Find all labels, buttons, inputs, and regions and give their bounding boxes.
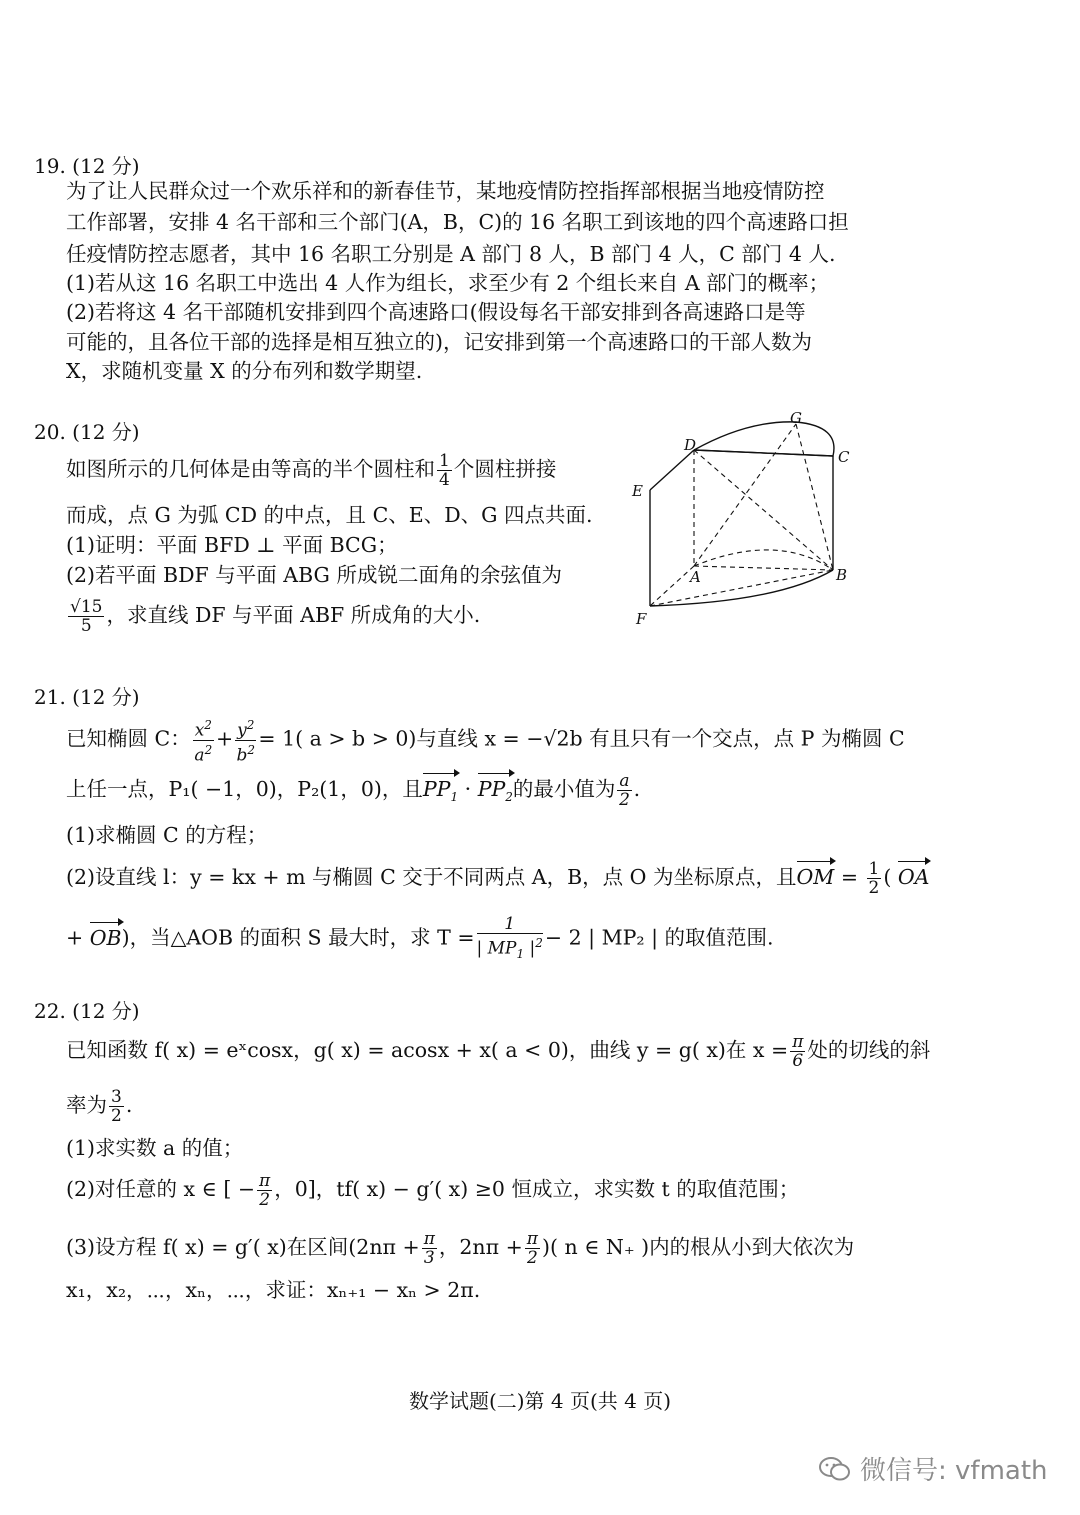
watermark [818, 1450, 1048, 1487]
text-line: 为了让人民群众过一个欢乐祥和的新春佳节，某地疫情防控指挥部根据当地疫情防控 [66, 179, 825, 203]
text-line [66, 1172, 799, 1209]
text-line: 可能的，且各位干部的选择是相互独立的)，记安排到第一个高速路口的干部人数为 [66, 330, 812, 354]
text-segment: (2)设直线 l：y = kx + m 与椭圆 C 交于不同两点 A，B，点 O 为坐标原点，且 [66, 865, 797, 889]
text-line: (1)求椭圆 C 的方程； [66, 823, 268, 847]
text-line: (2)若将这 4 名干部随机安排到四个高速路口(假设每名干部安排到各高速路口是等 [66, 300, 806, 324]
text-line: 任疫情防控志愿者，其中 16 名职工分别是 A 部门 8 人，B 部门 4 人，C 部门 4 人. [66, 242, 836, 266]
vector-PP1: $PP_1$ [423, 774, 458, 812]
geometry-figure [628, 412, 858, 632]
fraction-pi-2: $\frac{\pi}{2}$ [526, 1229, 538, 1268]
vector-PP2: $PP_2$ [478, 774, 513, 812]
fraction [437, 452, 452, 489]
text-segment: (2)对任意的 x ∈ [ − [66, 1177, 256, 1201]
text-line: 率为 $\frac{3}{2}$ . [66, 1087, 133, 1126]
text-line [66, 598, 480, 635]
text-line: 已知椭圆 C： $\frac{x^2}{a^2}$ + $\frac{y^2}{b^2}$ = 1( a > b > 0)与直线 x = −√2b 有且只有一个交点，点 P 为椭圆 C [66, 718, 905, 766]
text-line: (1)求实数 a 的值； [66, 1136, 244, 1160]
text-segment: 如图所示的几何体是由等高的半个圆柱和 [66, 457, 435, 481]
label-F: F [636, 610, 647, 628]
text-segment: )( n ∈ N₊ )内的根从小到大依次为 [541, 1235, 855, 1259]
fraction-pi-3: $\frac{\pi}{3}$ [423, 1229, 435, 1268]
text-segment: 已知函数 f( x) = eˣcosx，g( x) = acosx + x( a < 0)，曲线 y = g( x)在 x = [66, 1038, 789, 1062]
text-segment: 个圆柱拼接 [453, 457, 557, 481]
vector-OB: OB [90, 923, 122, 953]
text-segment: 已知椭圆 C： [66, 726, 191, 751]
page-footer: 数学试题(二)第 4 页(共 4 页) [408, 1389, 672, 1413]
text-segment: ，求直线 DF 与平面 ABF 所成角的大小. [106, 603, 481, 627]
text-segment: ，2nπ + [438, 1235, 523, 1259]
text-segment: (3)设方程 f( x) = g′( x)在区间(2nπ + [66, 1235, 420, 1259]
question-number: 19. (12 分) [34, 154, 140, 178]
text-line: (2)若平面 BDF 与平面 ABG 所成锐二面角的余弦值为 [66, 563, 562, 587]
fraction-3-2: $\frac{3}{2}$ [111, 1087, 122, 1126]
fraction-numerator: 1 [439, 451, 450, 471]
text-line: 而成，点 G 为弧 CD 的中点，且 C、E、D、G 四点共面. [66, 503, 593, 527]
wechat-icon [818, 1455, 852, 1483]
text-line [66, 1033, 930, 1070]
question-number: 20. (12 分) [34, 420, 140, 444]
fraction-denominator: 5 [80, 616, 92, 636]
watermark-text: 微信号: vfmath [860, 1456, 1048, 1486]
label-C: C [838, 448, 850, 466]
fraction-numerator: √15 [70, 597, 103, 617]
fraction-1-2: $\frac{1}{2}$ [868, 859, 880, 898]
text-segment: 率为 [66, 1093, 107, 1117]
text-segment: 上任一点，P₁( −1，0)，P₂(1，0)，且 [66, 777, 423, 801]
text-line: 工作部署，安排 4 名干部和三个部门(A，B，C)的 16 名职工到该地的四个高速路口担 [66, 210, 849, 234]
text-line: (1)证明：平面 BFD ⊥ 平面 BCG； [66, 533, 398, 557]
text-line: 上任一点，P₁( −1，0)，P₂(1，0)，且$PP_1 \cdot PP_2$的最小值为 $\frac{a}{2}$ . [66, 772, 640, 812]
label-D: D [684, 436, 697, 454]
text-line: (2)设直线 l：y = kx + m 与椭圆 C 交于不同两点 A，B，点 O 为坐标原点，且OM = $\frac{1}{2}$ ( OA [66, 859, 930, 898]
text-line: x₁，x₂，⋯，xₙ，⋯，求证：xₙ₊₁ − xₙ > 2π. [66, 1278, 481, 1302]
fraction-denominator: 4 [439, 470, 450, 490]
text-line: + OB)，当△AOB 的面积 S 最大时，求 T = $\frac{1}{| MP_1 |^2}$ − 2 | MP₂ | 的取值范围. [66, 914, 774, 962]
fraction-x2-a2: $\frac{x^2}{a^2}$ [194, 718, 213, 766]
text-segment: = 1( a > b > 0)与直线 x = −√2b 有且只有一个交点，点 P 为椭圆 C [258, 726, 905, 751]
text-segment: ，0]，tf( x) − g′( x) ≥0 恒成立，求实数 t 的取值范围； [274, 1177, 800, 1201]
fraction-a-2: $\frac{a}{2}$ [619, 771, 630, 810]
text-segment: ，当△AOB 的面积 S 最大时，求 T = [129, 925, 475, 950]
label-E: E [632, 482, 643, 500]
fraction-1-MP1: $\frac{1}{| MP_1 |^2}$ [476, 914, 543, 962]
fraction [68, 598, 104, 635]
fraction-pi-6: $\frac{\pi}{6}$ [792, 1032, 804, 1071]
text-line [66, 1230, 854, 1267]
text-segment: 处的切线的斜 [807, 1038, 931, 1062]
fraction-y2-b2: $\frac{y^2}{b^2}$ [236, 718, 256, 766]
text-segment: 的最小值为 [512, 777, 616, 801]
label-B: B [836, 566, 848, 584]
question-number: 21. (12 分) [34, 685, 140, 709]
vector-OM: OM [797, 862, 835, 892]
text-line: X，求随机变量 X 的分布列和数学期望. [66, 359, 423, 383]
text-line [66, 452, 556, 489]
question-number: 22. (12 分) [34, 999, 140, 1023]
vector-OA: OA [898, 862, 930, 892]
fraction-pi-2: $\frac{\pi}{2}$ [259, 1171, 271, 1210]
label-G: G [790, 412, 802, 427]
text-segment: − 2 | MP₂ | 的取值范围. [544, 925, 774, 950]
label-A: A [690, 568, 701, 586]
text-line: (1)若从这 16 名职工中选出 4 人作为组长，求至少有 2 个组长来自 A 部门的概率； [66, 271, 830, 295]
